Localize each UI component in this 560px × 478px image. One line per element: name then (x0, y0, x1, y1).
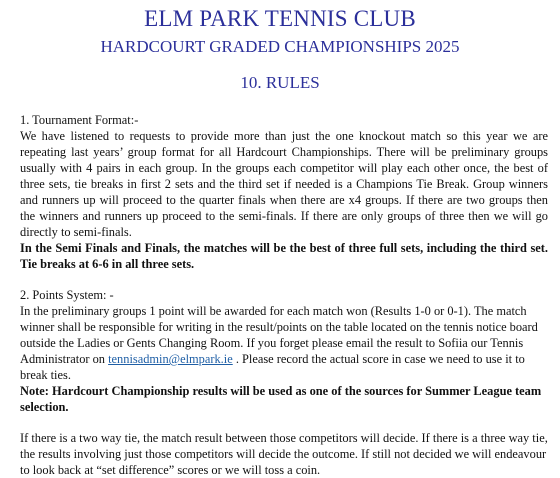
tennis-admin-email-link[interactable]: tennisadmin@elmpark.ie (108, 352, 233, 366)
format-bold-note: In the Semi Finals and Finals, the matches will be the best of three full sets, including the third set. Tie breaks at 6-6 in all three sets. (20, 241, 548, 271)
spacer (20, 415, 548, 430)
rules-body (20, 112, 548, 478)
format-heading: 1. Tournament Format:- (20, 113, 139, 127)
points-paragraph (20, 303, 548, 383)
club-title: ELM PARK TENNIS CLUB (144, 6, 416, 31)
points-text-before-link: In the preliminary groups 1 point will be awarded for each match won (Results 1-0 or 0-1). The match winner shall be responsible for writing in the result/points on the table located on the tennis notice board outside the Ladies or Gents Changing Room. If you forget please email the result to Sofiia our Tennis Administrator on (20, 304, 538, 366)
points-heading: 2. Points System: - (20, 288, 114, 302)
points-bold-note: Note: Hardcourt Championship results will be used as one of the sources for Summer League team selection. (20, 384, 542, 414)
spacer (20, 272, 548, 287)
event-title: HARDCOURT GRADED CHAMPIONSHIPS 2025 (100, 37, 460, 56)
section-title: 10. RULES (240, 73, 320, 92)
points-text-after-link: . Please record the actual score in case we need to use it to break ties. (20, 352, 525, 382)
format-paragraph: We have listened to requests to provide more than just the one knockout match so this year we are repeating last years’ group format for all Hardcourt Championships. There will be preliminary groups usually with 4 pairs in each group. In the groups each competitor will play each other once, the best of three sets, tie breaks in first 2 sets and the third set if needed is a Champions Tie Break. Group winners and runners up will proceed to the quarter finals when there are x4 groups. If there are two groups then the winners and runners up proceed to the semi-finals. If there are only groups of three then we will go directly to semi-finals. (20, 129, 548, 239)
tie-paragraph: If there is a two way tie, the match result between those competitors will decide. If there is a three way tie, the results involving just those competitors will decide the outcome. If still not decided we will endeavour to look back at “set difference” scores or we will toss a coin. (20, 431, 548, 477)
